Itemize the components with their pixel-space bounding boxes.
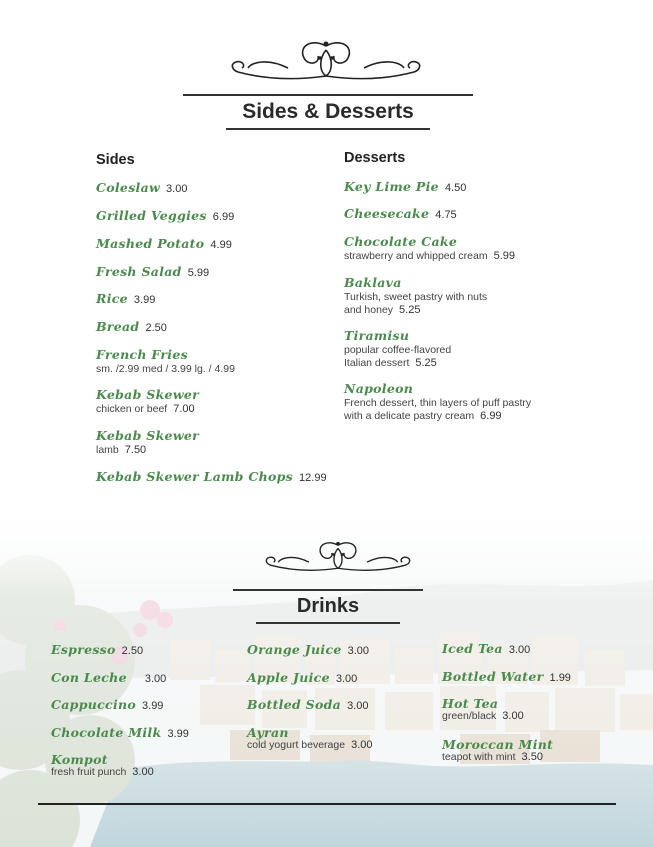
item-price: 3.99 <box>133 294 156 306</box>
item-name: French Fries <box>96 347 188 362</box>
item-price: 4.99 <box>210 239 232 251</box>
item-name: Cappuccino <box>51 697 137 712</box>
drink-con-leche <box>51 671 166 686</box>
item-name: Apple Juice <box>247 670 330 685</box>
item-description: lamb <box>96 444 119 456</box>
menu-item-key-lime-pie <box>344 180 466 195</box>
item-name: Con Leche <box>51 670 127 685</box>
drink-ayran <box>247 726 373 752</box>
item-name: Fresh Salad <box>96 264 182 279</box>
item-price: 5.25 <box>415 357 437 369</box>
item-name: Kebab Skewer Lamb Chops <box>96 469 294 484</box>
menu-item-rice <box>96 292 155 307</box>
item-name: Chocolate Milk <box>51 725 162 740</box>
item-name: Hot Tea <box>442 696 499 711</box>
item-price: 3.00 <box>508 644 531 656</box>
item-price: 4.50 <box>444 182 467 194</box>
drinks-rule-bottom <box>256 622 400 624</box>
title-rule-top <box>183 94 473 96</box>
item-price: 2.50 <box>145 322 167 334</box>
section-title-drinks: Drinks <box>296 595 360 617</box>
drink-kompot <box>51 753 154 779</box>
item-price: 12.99 <box>299 472 327 484</box>
item-name: Iced Tea <box>442 641 503 656</box>
menu-item-fresh-salad <box>96 265 209 280</box>
drink-bottled-soda <box>247 698 368 713</box>
menu-item-grilled-veggies <box>96 209 234 224</box>
flourish-ornament-top <box>228 36 424 84</box>
drink-cappuccino <box>51 698 163 713</box>
item-price: 3.00 <box>132 766 154 778</box>
drink-hot-tea <box>442 697 524 723</box>
item-name: Orange Juice <box>247 642 342 657</box>
item-name: Espresso <box>51 642 116 657</box>
item-description: cold yogurt beverage <box>247 739 346 751</box>
item-price: 3.00 <box>166 183 188 195</box>
item-name: Baklava <box>344 275 402 290</box>
item-name: Moroccan Mint <box>442 737 554 752</box>
item-name: Napoleon <box>344 381 414 396</box>
item-description: strawberry and whipped cream <box>344 250 488 262</box>
menu-item-kebab-chicken <box>96 388 199 416</box>
item-price: 3.99 <box>142 700 164 712</box>
drink-espresso <box>51 643 143 658</box>
item-description: teapot with mint <box>442 751 516 763</box>
item-price: 7.50 <box>124 444 147 456</box>
item-price: 3.00 <box>347 645 370 657</box>
item-name: Bottled Water <box>442 669 544 684</box>
drink-iced-tea <box>442 642 530 657</box>
section-title-sides-desserts: Sides & Desserts <box>242 100 414 123</box>
menu-item-kebab-lamb <box>96 429 199 457</box>
menu-item-cheesecake <box>344 207 457 222</box>
desserts-heading: Desserts <box>344 150 406 166</box>
flourish-ornament-drinks <box>263 534 413 578</box>
item-price: 3.00 <box>144 673 167 685</box>
item-price: 2.50 <box>121 645 144 657</box>
item-name: Kompot <box>51 752 108 767</box>
item-name: Bread <box>96 319 140 334</box>
menu-item-napoleon <box>344 382 531 423</box>
sides-heading: Sides <box>96 152 135 168</box>
drink-chocolate-milk <box>51 726 189 741</box>
item-name: Tiramisu <box>344 328 410 343</box>
menu-item-tiramisu <box>344 329 451 370</box>
drink-apple-juice <box>247 671 357 686</box>
drink-orange-juice <box>247 643 369 658</box>
item-description: chicken or beef <box>96 403 168 415</box>
item-description: sm. /2.99 med / 3.99 lg. / 4.99 <box>96 363 235 375</box>
item-description: Italian dessert <box>344 357 410 369</box>
item-description: Turkish, sweet pastry with nuts <box>344 291 488 303</box>
item-name: Chocolate Cake <box>344 234 458 249</box>
item-price: 7.00 <box>173 403 195 415</box>
drinks-rule-top <box>233 589 423 591</box>
item-name: Ayran <box>247 725 289 740</box>
footer-rule <box>38 803 616 805</box>
item-price: 4.75 <box>435 209 457 221</box>
drink-bottled-water <box>442 670 571 685</box>
item-name: Kebab Skewer <box>96 428 200 443</box>
menu-item-chocolate-cake <box>344 235 515 263</box>
menu-item-mashed-potato <box>96 237 232 252</box>
item-name: Rice <box>96 291 128 306</box>
item-price: 5.25 <box>399 304 421 316</box>
menu-item-coleslaw <box>96 181 187 196</box>
item-description: and honey <box>344 304 394 316</box>
item-price: 3.00 <box>347 700 369 712</box>
item-price: 3.99 <box>167 728 189 740</box>
item-description: with a delicate pastry cream <box>344 410 475 422</box>
menu-item-french-fries <box>96 348 235 376</box>
item-price: 5.99 <box>493 250 515 262</box>
title-rule-bottom <box>226 128 430 130</box>
item-description: fresh fruit punch <box>51 766 127 778</box>
item-price: 6.99 <box>212 211 235 223</box>
menu-item-kebab-lamb-chops <box>96 470 327 485</box>
item-price: 3.00 <box>335 673 358 685</box>
item-price: 3.00 <box>502 710 524 722</box>
item-description: green/black <box>442 710 497 722</box>
item-price: 3.50 <box>521 751 543 763</box>
item-name: Coleslaw <box>96 180 161 195</box>
item-price: 1.99 <box>549 672 571 684</box>
item-price: 3.00 <box>351 739 373 751</box>
item-description: French dessert, thin layers of puff pastry <box>344 397 532 409</box>
item-name: Kebab Skewer <box>96 387 200 402</box>
item-name: Mashed Potato <box>96 236 205 251</box>
item-name: Key Lime Pie <box>344 179 439 194</box>
item-name: Grilled Veggies <box>96 208 207 223</box>
item-name: Bottled Soda <box>247 697 342 712</box>
item-price: 5.99 <box>187 267 210 279</box>
drink-moroccan-mint <box>442 738 553 764</box>
item-description: popular coffee-flavored <box>344 344 452 356</box>
menu-item-bread <box>96 320 167 335</box>
item-name: Cheesecake <box>344 206 430 221</box>
item-price: 6.99 <box>480 410 502 422</box>
menu-item-baklava <box>344 276 487 317</box>
